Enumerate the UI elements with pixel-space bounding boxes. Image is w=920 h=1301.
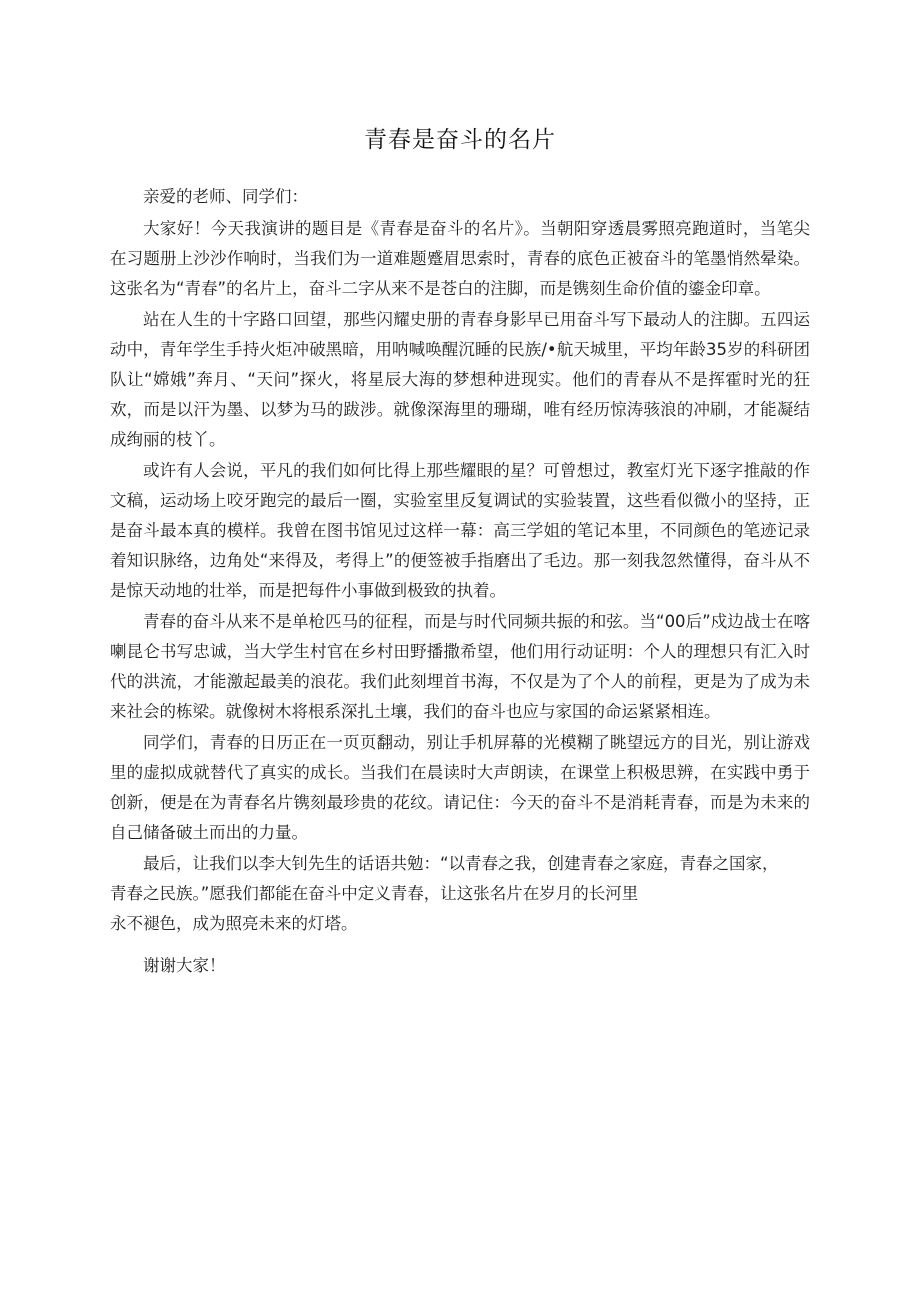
document-title: 青春是奋斗的名片 [364,127,556,153]
closing-thanks: 谢谢大家！ [143,956,226,975]
paragraph-opening: 大家好！今天我演讲的题目是《青春是奋斗的名片》。当朝阳穿透晨雾照亮跑道时，当笔尖在习题册上沙沙作响时，当我们为一道难题蹙眉思索时，青春的底色正被奋斗的笔墨悄然晕染。这张名为“青春”的名片上，奋斗二字从来不是苍白的注脚，而是镌刻生命价值的鎏金印章。 [110,219,810,298]
paragraph-call-to-action: 同学们，青春的日历正在一页页翻动，别让手机屏幕的光模糊了眺望远方的目光，别让游戏里的虚拟成就替代了真实的成长。当我们在晨读时大声朗读，在课堂上积极思辨，在实践中勇于创新，便是在为青春名片镌刻最珍贵的花纹。请记住：今天的奋斗不是消耗青春，而是为未来的自己储备破土而出的力量。 [110,733,810,842]
paragraph-ordinary-effort: 或许有人会说，平凡的我们如何比得上那些耀眼的星？可曾想过，教室灯光下逐字推敲的作文稿，运动场上咬牙跑完的最后一圈，实验室里反复调试的实验装置，这些看似微小的坚持，正是奋斗最本真的模样。我曾在图书馆见过这样一幕：高三学姐的笔记本里，不同颜色的笔迹记录着知识脉络，边角处“来得及，考得上”的便签被手指磨出了毛边。那一刻我忽然懂得，奋斗从不是惊天动地的壮举，而是把每件小事做到极致的执着。 [110,461,810,600]
paragraph-history: 站在人生的十字路口回望，那些闪耀史册的青春身影早已用奋斗写下最动人的注脚。五四运动中，青年学生手持火炬冲破黑暗，用呐喊唤醒沉睡的民族/•航天城里，平均年龄35岁的科研团队让“嫦娥”奔月、“天问”探火，将星辰大海的梦想种进现实。他们的青春从不是挥霍时光的狂欢，而是以汗为墨、以梦为马的跋涉。就像深海里的珊瑚，唯有经历惊涛骇浪的冲刷，才能凝结成绚丽的枝丫。 [110,310,810,449]
final-line-3: 永不褪色，成为照亮未来的灯塔。 [110,914,358,933]
paragraph-era: 青春的奋斗从来不是单枪匹马的征程，而是与时代同频共振的和弦。当“00后”戍边战士在喀喇昆仑书写忠诚，当大学生村官在乡村田野播撒希望，他们用行动证明：个人的理想只有汇入时代的洪流，才能激起最美的浪花。我们此刻埋首书海，不仅是为了个人的前程，更是为了成为未来社会的栋梁。就像树木将根系深扎土壤，我们的奋斗也应与家国的命运紧紧相连。 [110,612,810,721]
document-page [110,120,810,982]
salutation: 亲爱的老师、同学们： [143,187,308,206]
final-line-2: 青春之民族。”愿我们都能在奋斗中定义青春，让这张名片在岁月的长河里 [110,884,639,903]
final-line-1: 最后，让我们以李大钊先生的话语共勉：“以青春之我，创建青春之家庭，青春之国家， [143,854,779,873]
paragraph-final [110,849,810,939]
